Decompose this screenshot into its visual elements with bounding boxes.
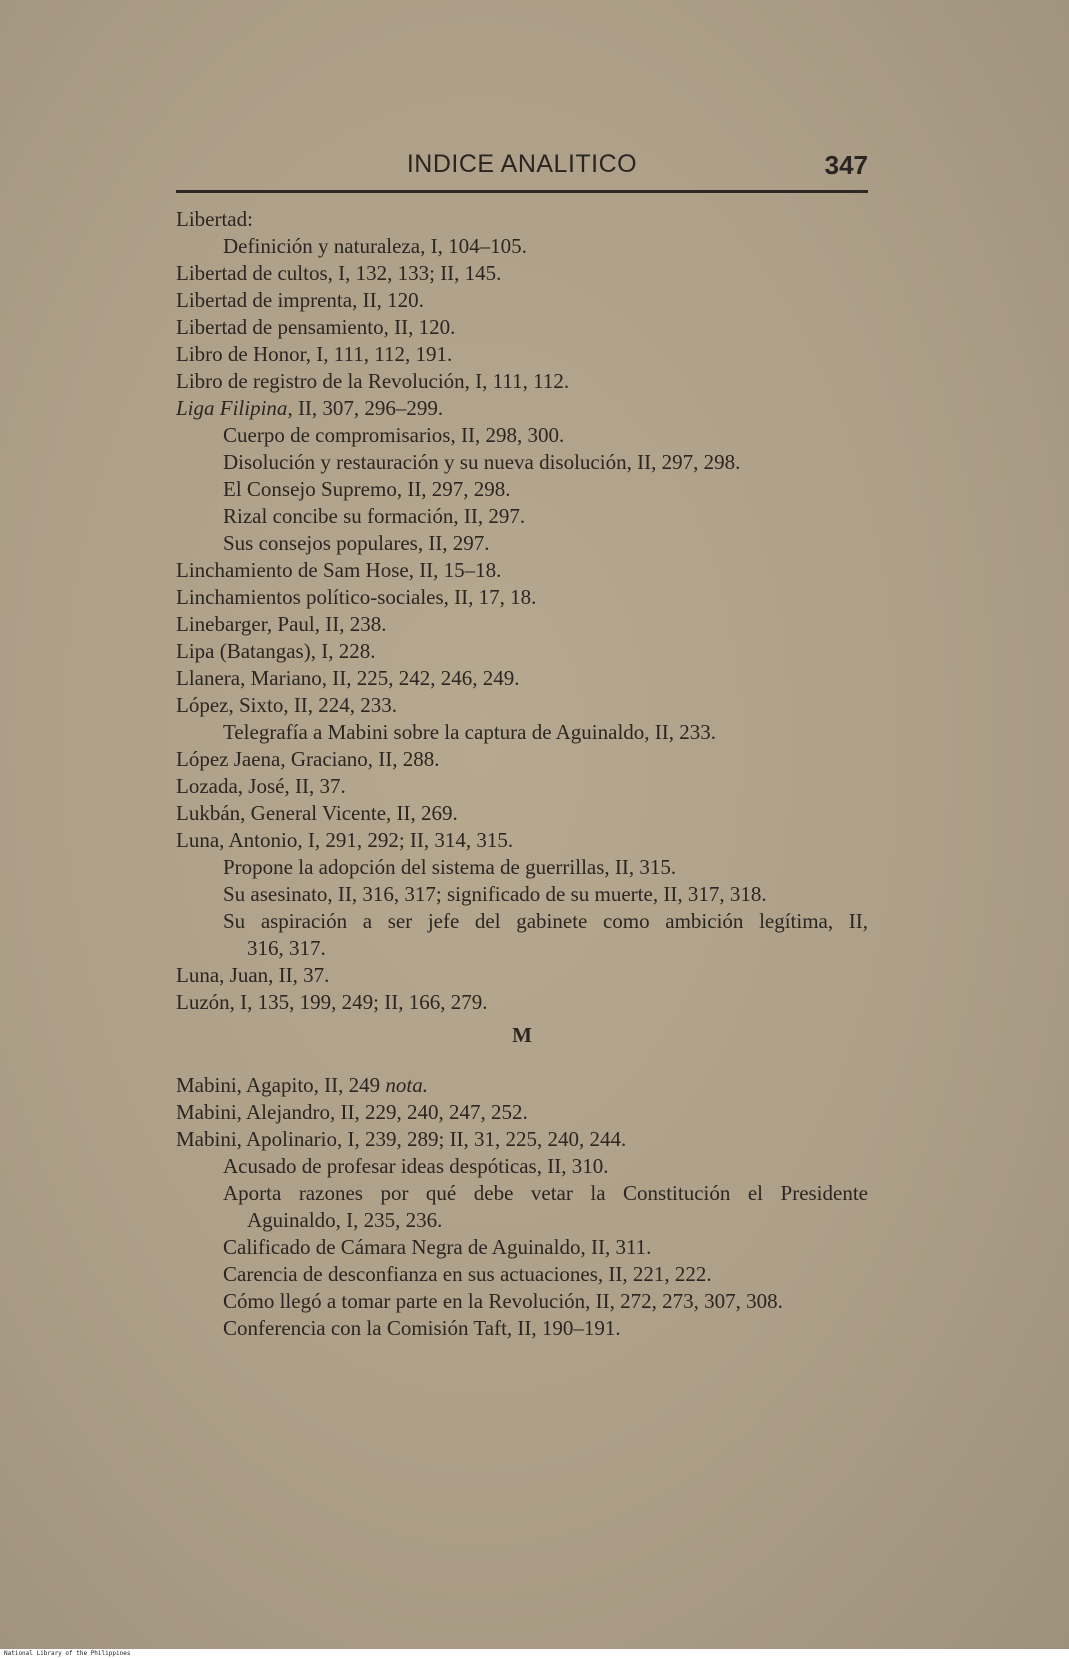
entry-text: Linebarger, Paul, II, 238. [176,612,387,636]
index-entry [176,989,868,1016]
index-subentry [176,233,868,260]
entry-text: Mabini, Alejandro, II, 229, 240, 247, 252. [176,1100,528,1124]
index-subentry [176,503,868,530]
index-entry [176,665,868,692]
page-title: INDICE ANALITICO [406,150,638,178]
entry-text: Acusado de profesar ideas despóticas, II, 310. [223,1154,609,1178]
index-continuation [176,935,868,962]
index-entry [176,827,868,854]
index-entry [176,611,868,638]
index-entry [176,341,868,368]
index-subentry [176,1261,868,1288]
index-entry [176,314,868,341]
running-head [176,148,868,188]
entry-text: Libertad: [176,207,253,231]
entry-italic-term: Liga Filipina [176,396,288,420]
index-entry [176,638,868,665]
index-subentry [176,449,868,476]
index-entry [176,260,868,287]
index-subentry [176,854,868,881]
footer-band [0,1649,1069,1658]
entry-text: Su aspiración a ser jefe del gabinete como ambición legítima, II, [223,909,868,933]
index-subentry [176,908,868,935]
index-entry [176,962,868,989]
entry-text: Cuerpo de compromisarios, II, 298, 300. [223,423,565,447]
entry-text: Propone la adopción del sistema de guerrillas, II, 315. [223,855,677,879]
entry-text: Mabini, Apolinario, I, 239, 289; II, 31, 225, 240, 244. [176,1127,627,1151]
index-entries [176,206,868,1342]
entry-text: Mabini, Agapito, II, 249 [176,1073,386,1097]
index-entry [176,800,868,827]
entry-text: Carencia de desconfianza en sus actuaciones, II, 221, 222. [223,1262,712,1286]
index-entry [176,287,868,314]
section-letter: M [512,1023,532,1047]
header-rule [176,190,868,193]
entry-text: 316, 317. [247,936,326,960]
entry-text: Definición y naturaleza, I, 104–105. [223,234,527,258]
index-entry [176,395,868,422]
entry-text: López, Sixto, II, 224, 233. [176,693,398,717]
entry-italic-note: nota. [385,1073,428,1097]
entry-text: Luzón, I, 135, 199, 249; II, 166, 279. [176,990,488,1014]
entry-text: Aguinaldo, I, 235, 236. [247,1208,443,1232]
index-subentry [176,422,868,449]
index-entry [176,1126,868,1153]
entry-text: El Consejo Supremo, II, 297, 298. [223,477,511,501]
entry-text: Libertad de cultos, I, 132, 133; II, 145. [176,261,502,285]
index-entry [176,1099,868,1126]
index-subentry [176,476,868,503]
entry-text: Libertad de imprenta, II, 120. [176,288,424,312]
entry-text: Calificado de Cámara Negra de Aguinaldo, II, 311. [223,1235,652,1259]
index-entry [176,584,868,611]
index-subentry [176,1315,868,1342]
index-entry [176,746,868,773]
footer-credit: National Library of the Philippines [4,1650,131,1657]
index-entry [176,557,868,584]
entry-text: Cómo llegó a tomar parte en la Revolución, II, 272, 273, 307, 308. [223,1289,783,1313]
entry-text: Lozada, José, II, 37. [176,774,346,798]
index-entry [176,692,868,719]
entry-text: Su asesinato, II, 316, 317; significado de su muerte, II, 317, 318. [223,882,767,906]
index-subentry [176,1234,868,1261]
entries-l-section [176,206,868,1016]
entry-text: López Jaena, Graciano, II, 288. [176,747,440,771]
entry-text: Aporta razones por qué debe vetar la Constitución el Presidente [223,1181,868,1205]
index-entry [176,368,868,395]
index-entry [176,773,868,800]
index-continuation [176,1207,868,1234]
page-number: 347 [824,150,868,180]
entry-text: Lukbán, General Vicente, II, 269. [176,801,458,825]
entry-text: , II, 307, 296–299. [287,396,444,420]
index-subentry [176,881,868,908]
entry-text: Libro de registro de la Revolución, I, 111, 112. [176,369,570,393]
entry-text: Rizal concibe su formación, II, 297. [223,504,526,528]
entry-text: Conferencia con la Comisión Taft, II, 190–191. [223,1316,621,1340]
entry-text: Llanera, Mariano, II, 225, 242, 246, 249. [176,666,520,690]
index-subentry [176,1288,868,1315]
index-subentry [176,530,868,557]
entry-text: Libro de Honor, I, 111, 112, 191. [176,342,453,366]
entry-text: Luna, Antonio, I, 291, 292; II, 314, 315. [176,828,514,852]
entries-m-section [176,1072,868,1342]
index-subentry [176,1180,868,1207]
index-subentry [176,1153,868,1180]
entry-text: Linchamiento de Sam Hose, II, 15–18. [176,558,502,582]
entry-text: Disolución y restauración y su nueva disolución, II, 297, 298. [223,450,741,474]
entry-text: Luna, Juan, II, 37. [176,963,330,987]
entry-text: Libertad de pensamiento, II, 120. [176,315,456,339]
index-subentry [176,719,868,746]
index-entry [176,206,868,233]
entry-text: Linchamientos político-sociales, II, 17, 18. [176,585,537,609]
entry-text: Sus consejos populares, II, 297. [223,531,490,555]
entry-text: Telegrafía a Mabini sobre la captura de Aguinaldo, II, 233. [223,720,717,744]
index-entry [176,1072,868,1099]
entry-text: Lipa (Batangas), I, 228. [176,639,376,663]
